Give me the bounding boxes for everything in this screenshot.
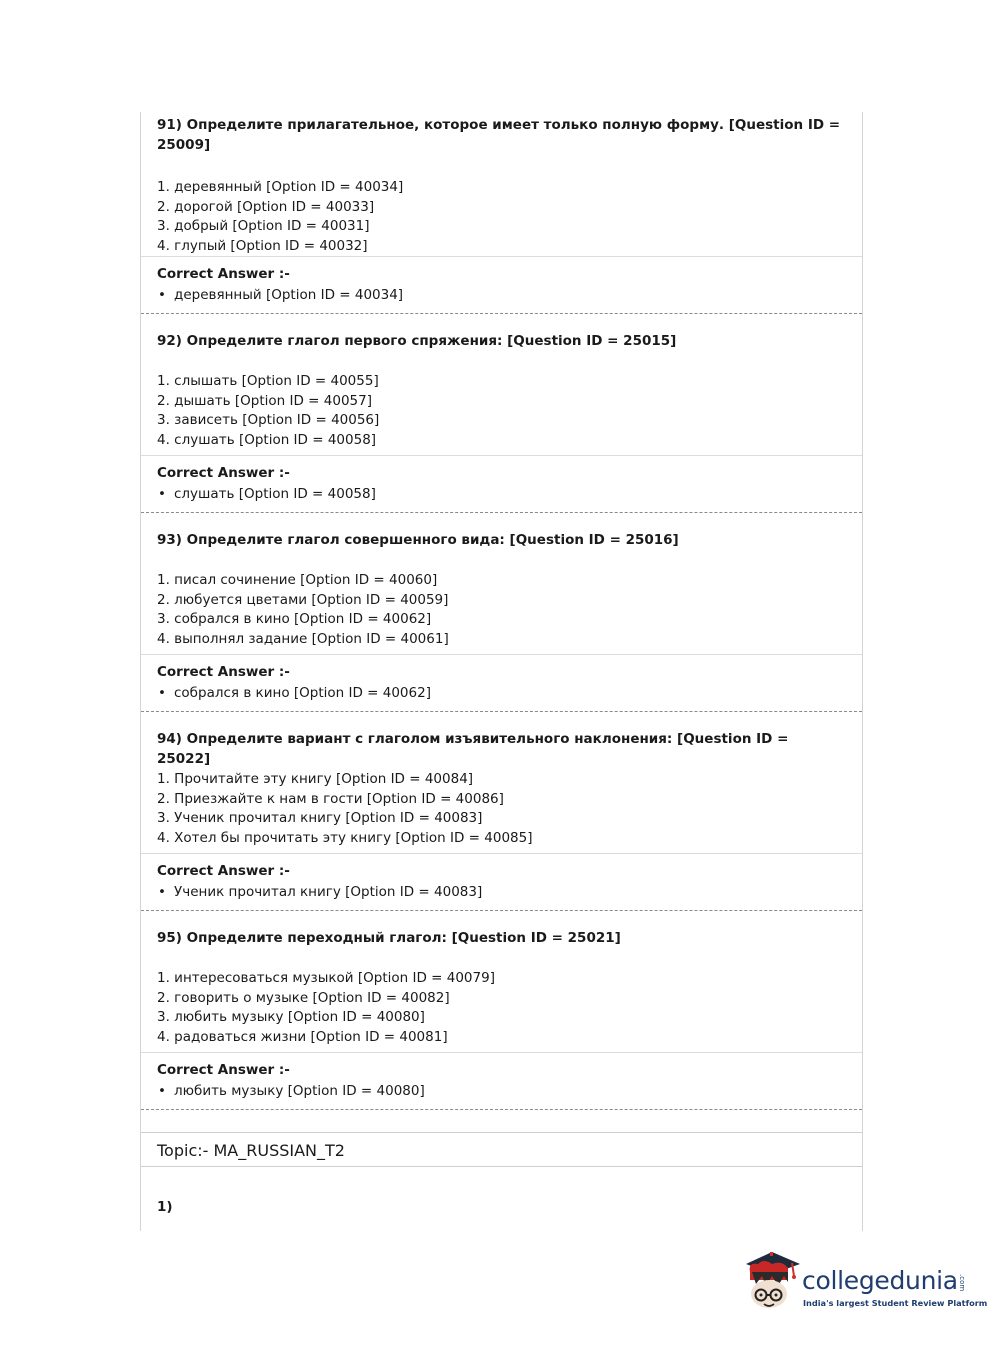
question-95 — [141, 911, 862, 1110]
option: 3. зависеть [Option ID = 40056] — [157, 412, 380, 428]
correct-answer-block — [141, 256, 862, 314]
correct-answer-block — [141, 455, 862, 513]
options-list — [141, 557, 862, 654]
option: 4. слушать [Option ID = 40058] — [157, 431, 377, 448]
logo-suffix-text: .com — [958, 1274, 966, 1292]
correct-answer-block — [141, 1052, 862, 1110]
correct-answer-block — [141, 654, 862, 712]
correct-answer-block — [141, 853, 862, 911]
correct-answer-title: Correct Answer :- — [157, 1062, 290, 1078]
question-92 — [141, 314, 862, 513]
bullet-icon: • — [158, 1083, 166, 1099]
correct-answer-text: Ученик прочитал книгу [Option ID = 40083] — [174, 884, 483, 900]
option: 2. дорогой [Option ID = 40033] — [157, 198, 375, 215]
question-94 — [141, 712, 862, 911]
option: 2. дышать [Option ID = 40057] — [157, 392, 372, 409]
option: 2. говорить о музыке [Option ID = 40082] — [157, 989, 450, 1006]
logo-brand-text: collegedunia — [802, 1266, 958, 1295]
option: 2. любуется цветами [Option ID = 40059] — [157, 591, 449, 608]
option: 1. интересоваться музыкой [Option ID = 40079] — [157, 970, 495, 986]
mascot-icon — [742, 1250, 804, 1316]
option: 1. деревянный [Option ID = 40034] — [157, 179, 404, 195]
next-question-number: 1) — [157, 1199, 173, 1215]
bullet-icon: • — [158, 287, 166, 303]
correct-answer-title: Correct Answer :- — [157, 465, 290, 481]
topic-header: Topic:- MA_RUSSIAN_T2 — [141, 1132, 862, 1167]
section-gap — [141, 1110, 862, 1132]
bullet-icon: • — [158, 685, 166, 701]
correct-answer-title: Correct Answer :- — [157, 266, 290, 282]
correct-answer-text: любить музыку [Option ID = 40080] — [174, 1083, 425, 1099]
option: 3. добрый [Option ID = 40031] — [157, 218, 370, 234]
correct-answer — [157, 284, 846, 306]
correct-answer — [157, 682, 846, 704]
question-93 — [141, 513, 862, 712]
options-list — [141, 756, 862, 853]
correct-answer-text: деревянный [Option ID = 40034] — [174, 287, 404, 303]
option: 4. глупый [Option ID = 40032] — [157, 237, 368, 254]
bullet-icon: • — [158, 486, 166, 502]
correct-answer — [157, 483, 846, 505]
option: 1. писал сочинение [Option ID = 40060] — [157, 572, 438, 588]
options-list — [141, 358, 862, 455]
question-text: 94) Определите вариант с глаголом изъявительного наклонения: [Question ID = 25022] — [157, 731, 789, 767]
option: 4. выполнял задание [Option ID = 40061] — [157, 630, 449, 647]
correct-answer — [157, 1080, 846, 1102]
question-paper — [140, 112, 863, 1231]
option: 3. Ученик прочитал книгу [Option ID = 40083] — [157, 810, 483, 826]
option: 3. собрался в кино [Option ID = 40062] — [157, 611, 432, 627]
option: 3. любить музыку [Option ID = 40080] — [157, 1009, 425, 1025]
question-text: 91) Определите прилагательное, которое имеет только полную форму. [Question ID = 25009] — [157, 117, 841, 153]
option: 4. Хотел бы прочитать эту книгу [Option ID = 40085] — [157, 829, 533, 846]
option: 1. слышать [Option ID = 40055] — [157, 373, 379, 389]
correct-answer-title: Correct Answer :- — [157, 664, 290, 680]
options-list — [141, 164, 862, 256]
correct-answer-text: собрался в кино [Option ID = 40062] — [174, 685, 431, 701]
correct-answer-text: слушать [Option ID = 40058] — [174, 486, 376, 502]
question-text: 95) Определите переходный глагол: [Question ID = 25021] — [157, 930, 621, 946]
options-list — [141, 955, 862, 1052]
question-91 — [141, 112, 862, 314]
option: 4. радоваться жизни [Option ID = 40081] — [157, 1028, 448, 1045]
logo-tagline: India's largest Student Review Platform — [803, 1298, 988, 1308]
option: 1. Прочитайте эту книгу [Option ID = 40084] — [157, 771, 474, 787]
collegedunia-logo — [742, 1250, 988, 1316]
option: 2. Приезжайте к нам в гости [Option ID = 40086] — [157, 790, 504, 807]
question-text: 92) Определите глагол первого спряжения: [Question ID = 25015] — [157, 333, 677, 349]
correct-answer-title: Correct Answer :- — [157, 863, 290, 879]
correct-answer — [157, 881, 846, 903]
question-text: 93) Определите глагол совершенного вида: [Question ID = 25016] — [157, 532, 679, 548]
bullet-icon: • — [158, 884, 166, 900]
